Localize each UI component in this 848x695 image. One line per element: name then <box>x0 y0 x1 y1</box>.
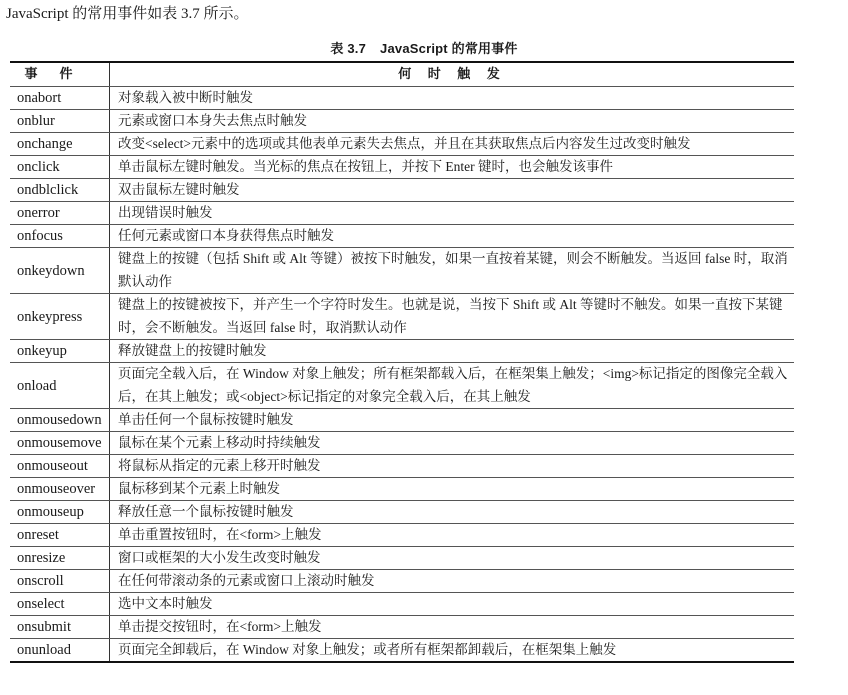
event-name: onscroll <box>10 570 110 593</box>
events-table <box>10 61 794 663</box>
event-description: 改变<select>元素中的选项或其他表单元素失去焦点，并且在其获取焦点后内容发生过改变时触发 <box>110 133 795 156</box>
event-name: onkeypress <box>10 294 110 340</box>
table-row <box>10 501 794 524</box>
event-description: 单击任何一个鼠标按键时触发 <box>110 409 795 432</box>
event-name: onmousedown <box>10 409 110 432</box>
table-row <box>10 570 794 593</box>
table-caption-number: 表 3.7 <box>330 41 367 56</box>
table-row <box>10 478 794 501</box>
event-name: onabort <box>10 87 110 110</box>
event-description: 键盘上的按键被按下，并产生一个字符时发生。也就是说，当按下 Shift 或 Alt 等键时不触发。如果一直按下某键时，会不断触发。当返回 false 时，取消默认动作 <box>110 294 795 340</box>
event-name: onmouseout <box>10 455 110 478</box>
table-row <box>10 547 794 570</box>
event-description: 双击鼠标左键时触发 <box>110 179 795 202</box>
event-description: 出现错误时触发 <box>110 202 795 225</box>
event-name: onreset <box>10 524 110 547</box>
column-header-when: 何 时 触 发 <box>110 62 795 87</box>
event-name: onchange <box>10 133 110 156</box>
event-description: 释放任意一个鼠标按键时触发 <box>110 501 795 524</box>
event-name: onkeyup <box>10 340 110 363</box>
column-header-event: 事件 <box>10 62 110 87</box>
event-name: onerror <box>10 202 110 225</box>
table-row <box>10 133 794 156</box>
event-description: 选中文本时触发 <box>110 593 795 616</box>
table-row <box>10 156 794 179</box>
table-row <box>10 363 794 409</box>
table-row <box>10 87 794 110</box>
event-description: 释放键盘上的按键时触发 <box>110 340 795 363</box>
event-name: onmouseup <box>10 501 110 524</box>
event-description: 将鼠标从指定的元素上移开时触发 <box>110 455 795 478</box>
table-row <box>10 639 794 663</box>
table-row <box>10 225 794 248</box>
event-description: 单击提交按钮时，在<form>上触发 <box>110 616 795 639</box>
event-name: onload <box>10 363 110 409</box>
event-name: onclick <box>10 156 110 179</box>
table-row <box>10 340 794 363</box>
intro-paragraph: JavaScript 的常用事件如表 3.7 所示。 <box>6 6 249 22</box>
table-row <box>10 179 794 202</box>
event-name: onblur <box>10 110 110 133</box>
event-name: onresize <box>10 547 110 570</box>
event-name: onselect <box>10 593 110 616</box>
table-header-row <box>10 62 794 87</box>
event-name: onunload <box>10 639 110 663</box>
table-row <box>10 110 794 133</box>
event-description: 对象载入被中断时触发 <box>110 87 795 110</box>
table-row <box>10 409 794 432</box>
event-description: 鼠标移到某个元素上时触发 <box>110 478 795 501</box>
table-row <box>10 616 794 639</box>
event-description: 元素或窗口本身失去焦点时触发 <box>110 110 795 133</box>
event-name: onmouseover <box>10 478 110 501</box>
event-description: 任何元素或窗口本身获得焦点时触发 <box>110 225 795 248</box>
event-description: 页面完全卸载后，在 Window 对象上触发；或者所有框架都卸载后，在框架集上触发 <box>118 642 617 657</box>
event-description: 页面完全载入后，在 Window 对象上触发；所有框架都载入后，在框架集上触发；<img>标记指定的图像完全载入后，在其上触发；或<object>标记指定的对象完全载入后，在其上触发 <box>110 363 795 409</box>
table-row <box>10 432 794 455</box>
table-row <box>10 524 794 547</box>
event-name: onfocus <box>10 225 110 248</box>
event-description: 在任何带滚动条的元素或窗口上滚动时触发 <box>110 570 795 593</box>
table-row <box>10 455 794 478</box>
table-row <box>10 593 794 616</box>
table-row <box>10 248 794 294</box>
event-name: onkeydown <box>10 248 110 294</box>
table-caption-title: JavaScript 的常用事件 <box>380 41 518 56</box>
table-caption <box>0 38 848 57</box>
event-description: 键盘上的按键（包括 Shift 或 Alt 等键）被按下时触发，如果一直按着某键，则会不断触发。当返回 false 时，取消默认动作 <box>110 248 795 294</box>
event-name: ondblclick <box>10 179 110 202</box>
event-description: 窗口或框架的大小发生改变时触发 <box>110 547 795 570</box>
event-description: 单击鼠标左键时触发。当光标的焦点在按钮上，并按下 Enter 键时，也会触发该事件 <box>110 156 795 179</box>
event-description: 鼠标在某个元素上移动时持续触发 <box>110 432 795 455</box>
table-row <box>10 294 794 340</box>
event-description: 单击重置按钮时，在<form>上触发 <box>110 524 795 547</box>
event-name: onsubmit <box>10 616 110 639</box>
event-name: onmousemove <box>10 432 110 455</box>
table-row <box>10 202 794 225</box>
